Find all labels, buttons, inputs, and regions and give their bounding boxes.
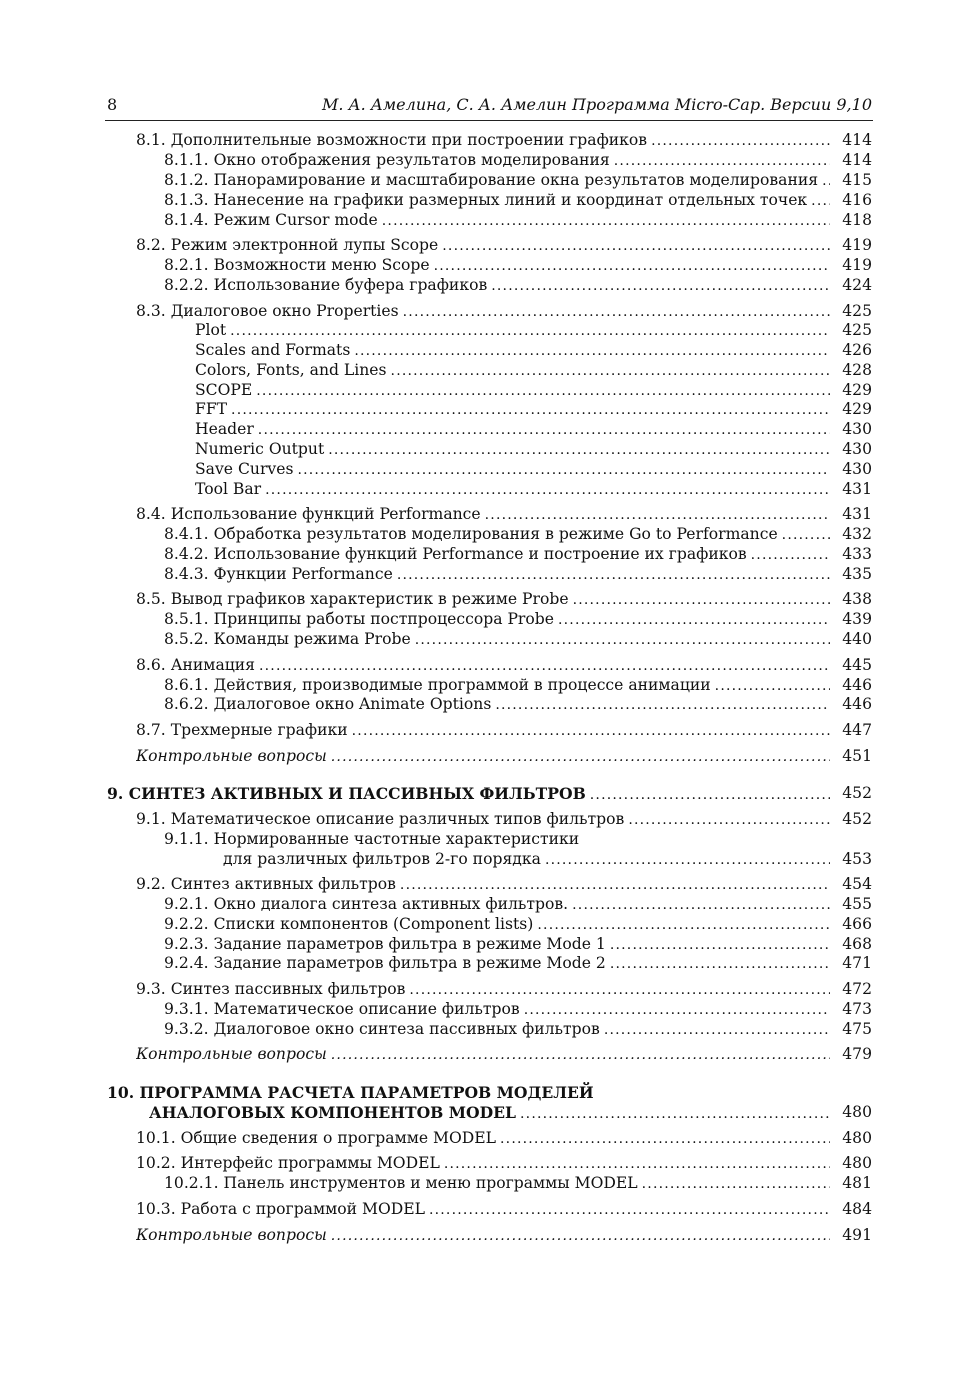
toc-entry: 8.2.2. Использование буфера графиков ..... 424: [0, 275, 975, 296]
toc-entry: Header ..... 430: [0, 419, 975, 440]
toc-entry: 10.2.1. Панель инструментов и меню программы MODEL ..... 481: [0, 1173, 975, 1194]
toc-entry: 8.6. Анимация ..... 445: [0, 655, 975, 676]
toc-entry: Save Curves ..... 430: [0, 459, 975, 480]
toc-entry: 9.1. Математическое описание различных типов фильтров ..... 452: [0, 809, 975, 830]
toc-entry: 9.2.3. Задание параметров фильтра в режиме Mode 1 ..... 468: [0, 934, 975, 955]
toc-entry: 9.3. Синтез пассивных фильтров ..... 472: [0, 979, 975, 1000]
toc-entry: 8.3. Диалоговое окно Properties ..... 425: [0, 301, 975, 322]
toc-chapter-heading: 10. ПРОГРАММА РАСЧЕТА ПАРАМЕТРОВ МОДЕЛЕЙ: [107, 1083, 594, 1102]
toc-entry: Tool Bar ..... 431: [0, 479, 975, 500]
toc-entry: 8.4.3. Функции Performance ..... 435: [0, 564, 975, 585]
toc-entry: Numeric Output ..... 430: [0, 439, 975, 460]
toc-entry: 8.4.1. Обработка результатов моделирования в режиме Go to Performance ..... 432: [0, 524, 975, 545]
toc-entry: 9.2.2. Списки компонентов (Component lists) ..... 466: [0, 914, 975, 935]
toc-entry: 10.2. Интерфейс программы MODEL ..... 480: [0, 1153, 975, 1174]
toc-entry: Colors, Fonts, and Lines ..... 428: [0, 360, 975, 381]
toc-chapter-heading: 9. СИНТЕЗ АКТИВНЫХ И ПАССИВНЫХ ФИЛЬТРОВ ..... 452: [0, 783, 975, 804]
toc-entry: 9.3.2. Диалоговое окно синтеза пассивных фильтров ..... 475: [0, 1019, 975, 1040]
header-rule: [105, 120, 873, 121]
toc-entry: SCOPE ..... 429: [0, 380, 975, 401]
toc-entry: 9.2.1. Окно диалога синтеза активных фильтров. ..... 455: [0, 894, 975, 915]
running-title: М. А. Амелина, С. А. Амелин Программа Micro-Cap. Версии 9,10: [321, 95, 872, 114]
toc-entry-review-questions: Контрольные вопросы ..... 451: [0, 746, 975, 767]
toc-entry: 9.3.1. Математическое описание фильтров ..... 473: [0, 999, 975, 1020]
toc-entry: 10.1. Общие сведения о программе MODEL ..... 480: [0, 1128, 975, 1149]
toc-entry: 9.2.4. Задание параметров фильтра в режиме Mode 2 ..... 471: [0, 953, 975, 974]
toc-entry: 8.4.2. Использование функций Performance и построение их графиков ..... 433: [0, 544, 975, 565]
toc-entry: 8.2. Режим электронной лупы Scope ..... 419: [0, 235, 975, 256]
toc-entry: Scales and Formats ..... 426: [0, 340, 975, 361]
toc-entry: 8.1.3. Нанесение на графики размерных линий и координат отдельных точек ..... 416: [0, 190, 975, 211]
toc-entry: 8.6.1. Действия, производимые программой в процессе анимации ..... 446: [0, 675, 975, 696]
toc-entry: для различных фильтров 2-го порядка ..... 453: [0, 849, 975, 870]
toc-entry: 8.5.1. Принципы работы постпроцессора Probe ..... 439: [0, 609, 975, 630]
toc-entry: 8.1.2. Панорамирование и масштабирование окна результатов моделирования ..... 415: [0, 170, 975, 191]
toc-entry: 8.5.2. Команды режима Probe ..... 440: [0, 629, 975, 650]
toc-entry: 8.7. Трехмерные графики ..... 447: [0, 720, 975, 741]
toc-entry: 8.5. Вывод графиков характеристик в режиме Probe ..... 438: [0, 589, 975, 610]
toc-entry-review-questions: Контрольные вопросы ..... 479: [0, 1044, 975, 1065]
toc-entry: Plot ..... 425: [0, 320, 975, 341]
toc-entry: 9.1.1. Нормированные частотные характеристики: [164, 830, 580, 848]
toc-entry: 9.2. Синтез активных фильтров ..... 454: [0, 874, 975, 895]
toc-entry: 8.4. Использование функций Performance ..... 431: [0, 504, 975, 525]
toc-entry: 10.3. Работа с программой MODEL ..... 484: [0, 1199, 975, 1220]
toc-entry: 8.1.1. Окно отображения результатов моделирования ..... 414: [0, 150, 975, 171]
toc-entry: FFT ..... 429: [0, 399, 975, 420]
toc-entry: 8.1. Дополнительные возможности при построении графиков ..... 414: [0, 130, 975, 151]
toc-chapter-heading-cont: АНАЛОГОВЫХ КОМПОНЕНТОВ MODEL ..... 480: [0, 1102, 975, 1123]
toc-entry: 8.6.2. Диалоговое окно Animate Options ..... 446: [0, 694, 975, 715]
toc-entry-review-questions: Контрольные вопросы ..... 491: [0, 1225, 975, 1246]
page-number: 8: [107, 95, 118, 114]
toc-entry: 8.2.1. Возможности меню Scope ..... 419: [0, 255, 975, 276]
toc-entry: 8.1.4. Режим Cursor mode ..... 418: [0, 210, 975, 231]
